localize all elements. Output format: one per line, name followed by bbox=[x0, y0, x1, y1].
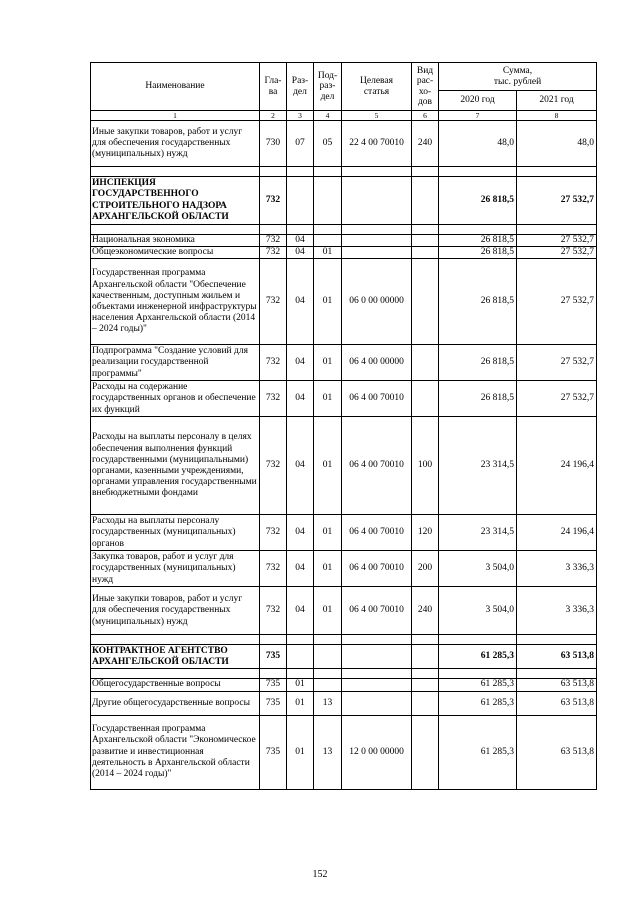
empty-cell bbox=[260, 669, 287, 679]
row-2020: 26 818,5 bbox=[439, 235, 517, 247]
column-number: 2 bbox=[260, 111, 287, 121]
empty-cell bbox=[260, 225, 287, 235]
row-2020: 48,0 bbox=[439, 121, 517, 167]
table-row bbox=[91, 715, 597, 789]
row-2020: 61 285,3 bbox=[439, 691, 517, 715]
header-vid: Вид рас- хо- дов bbox=[412, 63, 439, 111]
row-name: Общеэкономические вопросы bbox=[91, 247, 260, 259]
column-number: 7 bbox=[439, 111, 517, 121]
row-target: 06 0 00 00000 bbox=[342, 259, 412, 345]
column-number: 6 bbox=[412, 111, 439, 121]
header-target: Целевая статья bbox=[342, 63, 412, 111]
row-name: Государственная программа Архангельской области "Обеспечение качественным, доступным жильем и объектами инженерной инфраструктуры населения Архангельской области (2014 – 2024 годы)" bbox=[91, 259, 260, 345]
row-name: Расходы на выплаты персоналу государственных (муниципальных) органов bbox=[91, 515, 260, 551]
row-2021: 27 532,7 bbox=[517, 381, 597, 417]
row-target bbox=[342, 645, 412, 669]
spacer-row bbox=[91, 225, 597, 235]
row-target: 06 4 00 70010 bbox=[342, 417, 412, 515]
row-name: Иные закупки товаров, работ и услуг для обеспечения государственных (муниципальных) нужд bbox=[91, 587, 260, 635]
row-target: 06 4 00 70010 bbox=[342, 587, 412, 635]
empty-cell bbox=[287, 669, 314, 679]
row-name: Расходы на содержание государственных органов и обеспечение их функций bbox=[91, 381, 260, 417]
empty-cell bbox=[287, 167, 314, 177]
row-2020: 61 285,3 bbox=[439, 715, 517, 789]
empty-cell bbox=[439, 669, 517, 679]
column-number: 3 bbox=[287, 111, 314, 121]
row-podrazdel: 13 bbox=[314, 715, 342, 789]
row-target bbox=[342, 691, 412, 715]
row-razdel: 04 bbox=[287, 551, 314, 587]
table-row bbox=[91, 691, 597, 715]
row-razdel: 04 bbox=[287, 235, 314, 247]
row-razdel: 01 bbox=[287, 679, 314, 691]
row-razdel bbox=[287, 645, 314, 669]
row-razdel: 01 bbox=[287, 715, 314, 789]
row-glava: 732 bbox=[260, 381, 287, 417]
column-number: 5 bbox=[342, 111, 412, 121]
row-2020: 26 818,5 bbox=[439, 345, 517, 381]
row-razdel bbox=[287, 177, 314, 225]
empty-cell bbox=[439, 167, 517, 177]
row-vid bbox=[412, 259, 439, 345]
column-number: 1 bbox=[91, 111, 260, 121]
table-row bbox=[91, 121, 597, 167]
empty-cell bbox=[314, 167, 342, 177]
table-body bbox=[91, 121, 597, 790]
row-vid bbox=[412, 247, 439, 259]
row-podrazdel bbox=[314, 645, 342, 669]
empty-cell bbox=[342, 225, 412, 235]
row-2020: 61 285,3 bbox=[439, 645, 517, 669]
header-2020: 2020 год bbox=[439, 91, 517, 111]
row-glava: 732 bbox=[260, 235, 287, 247]
empty-cell bbox=[517, 225, 597, 235]
row-target bbox=[342, 177, 412, 225]
column-number: 8 bbox=[517, 111, 597, 121]
header-podrazdel: Под- раз- дел bbox=[314, 63, 342, 111]
row-target: 06 4 00 70010 bbox=[342, 381, 412, 417]
empty-cell bbox=[517, 635, 597, 645]
row-2020: 26 818,5 bbox=[439, 247, 517, 259]
section-row bbox=[91, 645, 597, 669]
row-glava: 732 bbox=[260, 345, 287, 381]
header-name: Наименование bbox=[91, 63, 260, 111]
section-row bbox=[91, 177, 597, 225]
row-target: 12 0 00 00000 bbox=[342, 715, 412, 789]
row-target: 22 4 00 70010 bbox=[342, 121, 412, 167]
row-2021: 27 532,7 bbox=[517, 177, 597, 225]
row-name: Иные закупки товаров, работ и услуг для обеспечения государственных (муниципальных) нужд bbox=[91, 121, 260, 167]
row-glava: 732 bbox=[260, 177, 287, 225]
table-row bbox=[91, 679, 597, 691]
row-2020: 61 285,3 bbox=[439, 679, 517, 691]
row-glava: 732 bbox=[260, 515, 287, 551]
row-2021: 27 532,7 bbox=[517, 247, 597, 259]
row-name: Национальная экономика bbox=[91, 235, 260, 247]
table-row bbox=[91, 551, 597, 587]
row-2020: 26 818,5 bbox=[439, 177, 517, 225]
row-podrazdel: 01 bbox=[314, 515, 342, 551]
row-glava: 732 bbox=[260, 247, 287, 259]
row-target: 06 4 00 70010 bbox=[342, 551, 412, 587]
empty-cell bbox=[342, 669, 412, 679]
row-podrazdel bbox=[314, 177, 342, 225]
row-name: Закупка товаров, работ и услуг для государственных (муниципальных) нужд bbox=[91, 551, 260, 587]
row-2021: 63 513,8 bbox=[517, 645, 597, 669]
row-glava: 735 bbox=[260, 715, 287, 789]
row-2020: 3 504,0 bbox=[439, 587, 517, 635]
empty-cell bbox=[91, 167, 260, 177]
spacer-row bbox=[91, 669, 597, 679]
row-vid bbox=[412, 715, 439, 789]
empty-cell bbox=[260, 167, 287, 177]
row-razdel: 04 bbox=[287, 515, 314, 551]
row-name: КОНТРАКТНОЕ АГЕНТСТВО АРХАНГЕЛЬСКОЙ ОБЛАСТИ bbox=[91, 645, 260, 669]
row-2021: 24 196,4 bbox=[517, 515, 597, 551]
row-podrazdel: 01 bbox=[314, 247, 342, 259]
row-2020: 26 818,5 bbox=[439, 259, 517, 345]
row-name: Подпрограмма "Создание условий для реализации государственной программы" bbox=[91, 345, 260, 381]
empty-cell bbox=[412, 167, 439, 177]
column-number: 4 bbox=[314, 111, 342, 121]
row-podrazdel: 05 bbox=[314, 121, 342, 167]
row-glava: 732 bbox=[260, 551, 287, 587]
row-podrazdel: 01 bbox=[314, 587, 342, 635]
empty-cell bbox=[412, 669, 439, 679]
empty-cell bbox=[342, 167, 412, 177]
row-vid: 240 bbox=[412, 587, 439, 635]
budget-table bbox=[90, 62, 597, 790]
table-row bbox=[91, 587, 597, 635]
row-name: Общегосударственные вопросы bbox=[91, 679, 260, 691]
row-2021: 27 532,7 bbox=[517, 235, 597, 247]
row-vid bbox=[412, 679, 439, 691]
table-row bbox=[91, 381, 597, 417]
row-vid: 100 bbox=[412, 417, 439, 515]
row-vid bbox=[412, 235, 439, 247]
row-vid: 200 bbox=[412, 551, 439, 587]
table-row bbox=[91, 247, 597, 259]
row-podrazdel: 01 bbox=[314, 345, 342, 381]
page-number: 152 bbox=[312, 869, 328, 880]
row-glava: 732 bbox=[260, 587, 287, 635]
empty-cell bbox=[517, 167, 597, 177]
empty-cell bbox=[287, 635, 314, 645]
row-2020: 23 314,5 bbox=[439, 515, 517, 551]
row-vid bbox=[412, 691, 439, 715]
empty-cell bbox=[91, 225, 260, 235]
row-glava: 735 bbox=[260, 691, 287, 715]
row-vid bbox=[412, 177, 439, 225]
row-2020: 3 504,0 bbox=[439, 551, 517, 587]
row-target bbox=[342, 679, 412, 691]
row-glava: 735 bbox=[260, 645, 287, 669]
row-name: Государственная программа Архангельской области "Экономическое развитие и инвестиционная деятельность в Архангельской области (2014 – 2024 годы)" bbox=[91, 715, 260, 789]
empty-cell bbox=[342, 635, 412, 645]
row-podrazdel bbox=[314, 679, 342, 691]
column-number-row bbox=[91, 111, 597, 121]
row-vid: 120 bbox=[412, 515, 439, 551]
row-podrazdel: 13 bbox=[314, 691, 342, 715]
table-row bbox=[91, 417, 597, 515]
row-2020: 26 818,5 bbox=[439, 381, 517, 417]
row-2021: 27 532,7 bbox=[517, 345, 597, 381]
table-header bbox=[91, 63, 597, 121]
table-row bbox=[91, 515, 597, 551]
row-glava: 732 bbox=[260, 259, 287, 345]
row-vid bbox=[412, 381, 439, 417]
header-2021: 2021 год bbox=[517, 91, 597, 111]
table-row bbox=[91, 259, 597, 345]
empty-cell bbox=[439, 635, 517, 645]
row-2021: 63 513,8 bbox=[517, 679, 597, 691]
empty-cell bbox=[412, 225, 439, 235]
row-name: ИНСПЕКЦИЯ ГОСУДАРСТВЕННОГО СТРОИТЕЛЬНОГО НАДЗОРА АРХАНГЕЛЬСКОЙ ОБЛАСТИ bbox=[91, 177, 260, 225]
row-target bbox=[342, 235, 412, 247]
empty-cell bbox=[412, 635, 439, 645]
row-podrazdel: 01 bbox=[314, 551, 342, 587]
row-podrazdel bbox=[314, 235, 342, 247]
empty-cell bbox=[91, 635, 260, 645]
header-glava: Гла- ва bbox=[260, 63, 287, 111]
row-target: 06 4 00 00000 bbox=[342, 345, 412, 381]
row-2021: 63 513,8 bbox=[517, 691, 597, 715]
row-razdel: 04 bbox=[287, 247, 314, 259]
empty-cell bbox=[287, 225, 314, 235]
spacer-row bbox=[91, 167, 597, 177]
header-summa: Сумма, тыс. рублей bbox=[439, 63, 597, 91]
row-podrazdel: 01 bbox=[314, 417, 342, 515]
row-name: Расходы на выплаты персоналу в целях обеспечения выполнения функций государственными (муниципальными) органами, казенными учреждениями, органами управления государственными внебюджетными фондами bbox=[91, 417, 260, 515]
row-2021: 3 336,3 bbox=[517, 551, 597, 587]
row-razdel: 07 bbox=[287, 121, 314, 167]
empty-cell bbox=[314, 669, 342, 679]
table-row bbox=[91, 345, 597, 381]
row-glava: 732 bbox=[260, 417, 287, 515]
row-target bbox=[342, 247, 412, 259]
row-2021: 27 532,7 bbox=[517, 259, 597, 345]
spacer-row bbox=[91, 635, 597, 645]
row-razdel: 04 bbox=[287, 587, 314, 635]
row-vid bbox=[412, 645, 439, 669]
row-razdel: 04 bbox=[287, 259, 314, 345]
row-razdel: 04 bbox=[287, 345, 314, 381]
empty-cell bbox=[260, 635, 287, 645]
row-razdel: 01 bbox=[287, 691, 314, 715]
empty-cell bbox=[314, 225, 342, 235]
row-2021: 3 336,3 bbox=[517, 587, 597, 635]
row-2020: 23 314,5 bbox=[439, 417, 517, 515]
empty-cell bbox=[439, 225, 517, 235]
row-podrazdel: 01 bbox=[314, 381, 342, 417]
empty-cell bbox=[314, 635, 342, 645]
row-glava: 735 bbox=[260, 679, 287, 691]
empty-cell bbox=[91, 669, 260, 679]
header-razdel: Раз- дел bbox=[287, 63, 314, 111]
row-name: Другие общегосударственные вопросы bbox=[91, 691, 260, 715]
row-razdel: 04 bbox=[287, 417, 314, 515]
row-glava: 730 bbox=[260, 121, 287, 167]
row-2021: 48,0 bbox=[517, 121, 597, 167]
row-2021: 24 196,4 bbox=[517, 417, 597, 515]
row-2021: 63 513,8 bbox=[517, 715, 597, 789]
row-target: 06 4 00 70010 bbox=[342, 515, 412, 551]
empty-cell bbox=[517, 669, 597, 679]
row-vid bbox=[412, 345, 439, 381]
table-row bbox=[91, 235, 597, 247]
row-vid: 240 bbox=[412, 121, 439, 167]
row-razdel: 04 bbox=[287, 381, 314, 417]
row-podrazdel: 01 bbox=[314, 259, 342, 345]
